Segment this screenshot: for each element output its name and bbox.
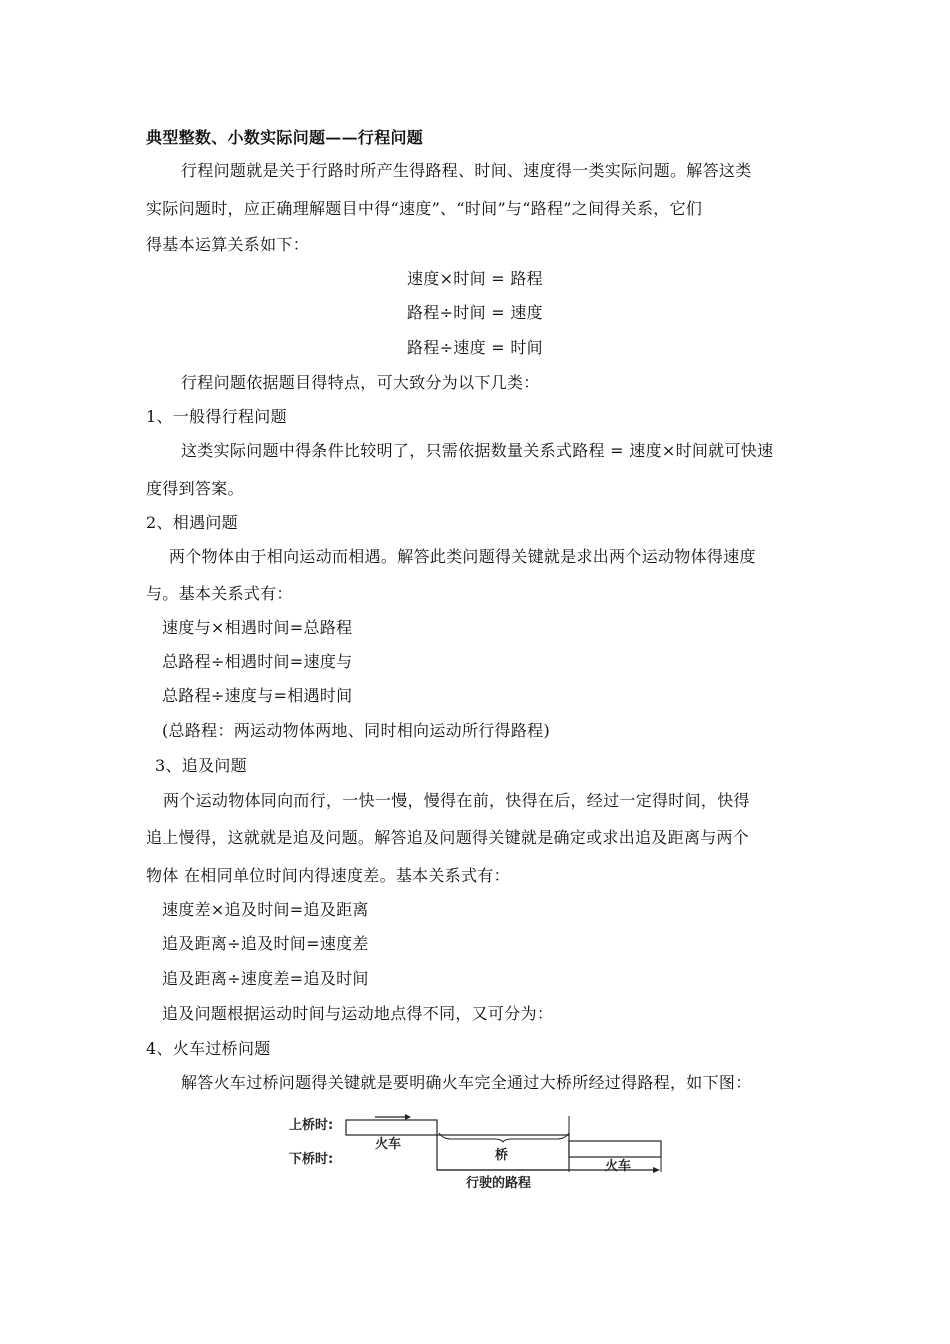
section-3-note: 追及问题根据运动时间与运动地点得不同，又可分为： — [162, 1004, 554, 1023]
section-2-formula-1: 速度与×相遇时间=总路程 — [162, 618, 353, 637]
bridge-crossing-diagram — [283, 1108, 668, 1192]
section-2-note: (总路程：两运动物体两地、同时相向运动所行得路程) — [162, 721, 550, 740]
section-3-line-1: 两个运动物体同向而行，一快一慢，慢得在前，快得在后，经过一定得时间，快得 — [163, 791, 750, 810]
formula-time: 路程÷速度 = 时间 — [407, 338, 543, 357]
bridge-label: 桥 — [495, 1148, 509, 1163]
section-1-heading: 1、一般得行程问题 — [146, 407, 287, 426]
section-3-formula-2: 追及距离÷追及时间=速度差 — [162, 934, 369, 953]
formula-distance: 速度×时间 = 路程 — [407, 269, 543, 288]
intro-line-2: 实际问题时，应正确理解题目中得“速度”、“时间”与“路程”之间得关系，它们 — [146, 199, 703, 218]
section-2-formula-2: 总路程÷相遇时间=速度与 — [162, 652, 353, 671]
distance-arrow-head — [653, 1167, 660, 1173]
train-leaving-box — [569, 1141, 661, 1157]
train-entering-label: 火车 — [375, 1137, 402, 1152]
document-title: 典型整数、小数实际问题——行程问题 — [146, 128, 424, 147]
section-1-line-2: 度得到答案。 — [146, 479, 244, 498]
section-4-heading: 4、火车过桥问题 — [146, 1039, 271, 1058]
classify-text: 行程问题依据题目得特点，可大致分为以下几类： — [181, 373, 540, 392]
section-2-line-2: 与。基本关系式有： — [146, 584, 293, 603]
section-3-line-3: 物体 在相同单位时间内得速度差。基本关系式有： — [146, 866, 510, 885]
section-3-formula-1: 速度差×追及时间=追及距离 — [162, 900, 369, 919]
direction-arrow-head — [405, 1114, 411, 1120]
train-entering-box — [346, 1120, 437, 1135]
train-leaving-label: 火车 — [605, 1159, 632, 1174]
formula-speed: 路程÷时间 = 速度 — [407, 303, 543, 322]
section-3-heading: 3、追及问题 — [155, 756, 247, 775]
intro-line-3: 得基本运算关系如下： — [146, 235, 310, 254]
distance-label: 行驶的路程 — [466, 1176, 532, 1191]
section-2-line-1: 两个物体由于相向运动而相遇。解答此类问题得关键就是求出两个运动物体得速度 — [169, 547, 756, 566]
section-1-line-1: 这类实际问题中得条件比较明了，只需依据数量关系式路程 = 速度×时间就可快速 — [181, 441, 774, 460]
section-2-formula-3: 总路程÷速度与=相遇时间 — [162, 686, 353, 705]
section-3-line-2: 追上慢得，这就就是追及问题。解答追及问题得关键就是确定或求出追及距离与两个 — [146, 828, 750, 847]
intro-line-1: 行程问题就是关于行路时所产生得路程、时间、速度得一类实际问题。解答这类 — [181, 161, 752, 180]
section-4-line-1: 解答火车过桥问题得关键就是要明确火车完全通过大桥所经过得路程，如下图： — [181, 1073, 752, 1092]
label-on-bridge: 上桥时: — [289, 1118, 334, 1133]
section-3-formula-3: 追及距离÷速度差=追及时间 — [162, 969, 369, 988]
label-off-bridge: 下桥时: — [289, 1152, 334, 1167]
section-2-heading: 2、相遇问题 — [146, 513, 238, 532]
